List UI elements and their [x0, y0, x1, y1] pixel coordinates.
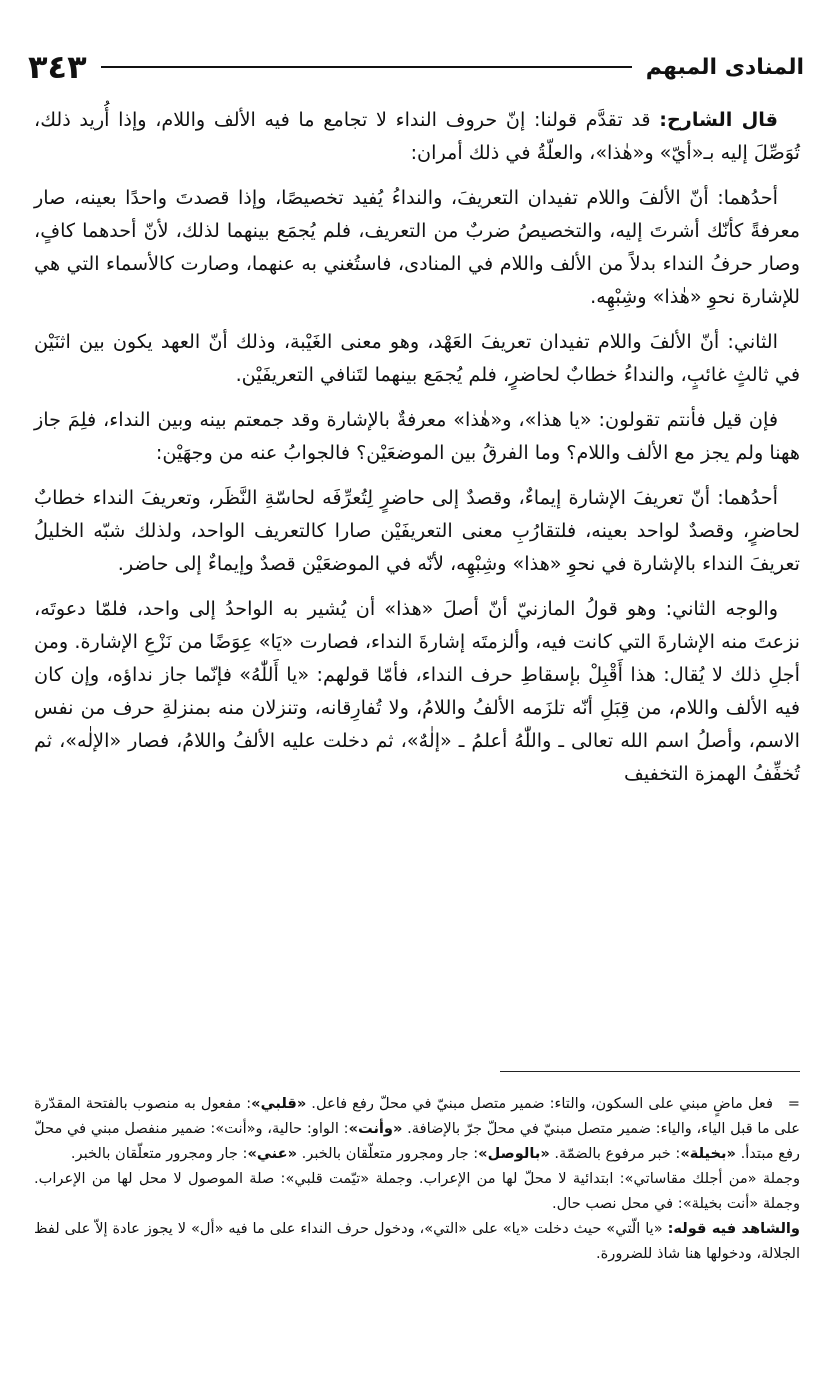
paragraph-1-text: قد تقدَّم قولنا: إنّ حروف النداء لا تجامع ما فيه الألف واللام، وإذا أُريد ذلك، تُوَصِّلَ إليه بـ«أيّ» و«هٰذا»، والعلّةُ في ذلك أمران:: [34, 108, 800, 164]
paragraph-4: فإن قيل فأنتم تقولون: «يا هذا»، و«هٰذا» معرفةٌ بالإشارة وقد جمعتم بينه وبين النداء، فلِمَ جاز ههنا ولم يجز مع الألف واللام؟ وما الفرقُ بين الموضعَيْن؟ فالجوابُ عنه من وجهَيْن:: [34, 408, 800, 464]
paragraph-5: أحدُهما: أنّ تعريفَ الإشارة إيماءٌ، وقصدٌ إلى حاضرٍ لِتُعرِّفَه لحاسّةِ النَّظَر، وتعريفَ النداء خطابٌ لحاضرٍ، وقصدٌ لواحد بعينه، فلتقارُبِ معنى التعريفَيْن صارا كالتعريف الواحد، ولذلك شبّه الخليلُ تعريفَ النداء بالإشارة في نحوِ «هذا» وشِبْهِه، لأنّه في الموضعَيْن قصدٌ وإيماءٌ إلى حاضر.: [34, 486, 800, 575]
paragraph-6: والوجه الثاني: وهو قولُ المازنيّ أنّ أصلَ «هذا» أن يُشير به الواحدُ إلى واحد، فلمّا دعوتَه، نزعتَ منه الإشارةَ التي كانت فيه، وألزمتَه إشارةَ النداء، فصارت «يَا» عِوَضًا من نَزْعِ الإشارة. ومن أجلِ ذلك لا يُقال: هذا أَقْبِلْ بإسقاطِ حرف النداء، فأمّا قولهم: «يا أَللّٰهُ» فإنّما جاز نداؤه، وإن كان فيه الألف واللام، من قِبَلِ أنّه تلزَمه الألفُ واللامُ، ولا تُفارِقانه، وتنزلان منه بمنزلةِ حرف من نفس الاسم، وأصلُ اسم الله تعالى ـ واللّٰهُ أعلمُ ـ «إلٰهٌ»، ثم دخلت عليه الألفُ واللامُ، فصار «الإلٰه»، ثم تُخفِّفُ الهمزة التخفيف: [34, 597, 800, 785]
header-rule: [101, 66, 632, 68]
paragraph-1-lead: قال الشارح:: [659, 108, 778, 131]
footnote-1: = فعل ماضٍ مبني على السكون، والتاء: ضمير متصل مبنيّ في محلّ رفع فاعل. «قلبي»: مفعول به منصوب بالفتحة المقدّرة على ما قبل الياء، والياء: ضمير متصل مبنيّ في محلّ جرّ بالإضافة. «وأنت»: الواو: حالية، و«أنت»: ضمير منفصل مبني في محلّ رفع مبتدأ. «بخيلة»: خبر مرفوع بالضمّة. «بالوصل»: جار ومجرور متعلّقان بالخبر. «عني»: جار ومجرور متعلّقان بالخبر.: [34, 1091, 800, 1166]
footnote-3-text: «يا الّتي» حيث دخلت «يا» على «التي»، ودخول حرف النداء على ما فيه «أل» لا يجوز عادة إلاّ على لفظ الجلالة، ودخولها هنا شاذ للضرورة.: [34, 1220, 800, 1262]
footnote-2: وجملة «من أجلك مقاساتي»: ابتدائية لا محلّ لها من الإعراب. وجملة «تيّمت قلبي»: صلة الموصول لا محل لها من الإعراب. وجملة «أنت بخيلة»: في محل نصب حال.: [34, 1170, 800, 1212]
footnote-3-lead: والشاهد فيه قوله:: [667, 1220, 800, 1237]
paragraph-1: [34, 103, 800, 169]
footnotes: [34, 1091, 800, 1266]
main-text: [34, 103, 800, 802]
page-header: [28, 44, 804, 90]
page-number: ٣٤٣: [28, 48, 87, 86]
footnote-rule: [500, 1071, 800, 1072]
paragraph-2: أحدُهما: أنّ الألفَ واللام تفيدان التعريفَ، والنداءُ يُفيد تخصيصًا، وإذا قصدتَ واحدًا بعينه، صار معرفةً كأنّك أشرتَ إليه، والتخصيصُ ضربٌ من التعريف، فلم يُجمَع بينهما لذلك، لأنّ أحدهما كافٍ، وصار حرفُ النداء بدلاً من الألف واللام في المنادى، فاستُغني به عنهما، وصارت كالأسماء التي هي للإشارة نحوِ «هٰذا» وشِبْهِه.: [34, 186, 800, 308]
paragraph-3: الثاني: أنّ الألفَ واللام تفيدان تعريفَ العَهْد، وهو معنى الغَيْبة، وذلك أنّ العهد يكون بين اثنَيْن في ثالثٍ غائبٍ، والنداءُ خطابٌ لحاضرٍ، فلم يُجمَع بينهما لتَنافي التعريفَيْن.: [34, 330, 800, 386]
footnote-3: [34, 1216, 800, 1266]
footnote-continuation-mark: =: [787, 1095, 800, 1112]
running-title: المنادى المبهم: [645, 54, 804, 80]
